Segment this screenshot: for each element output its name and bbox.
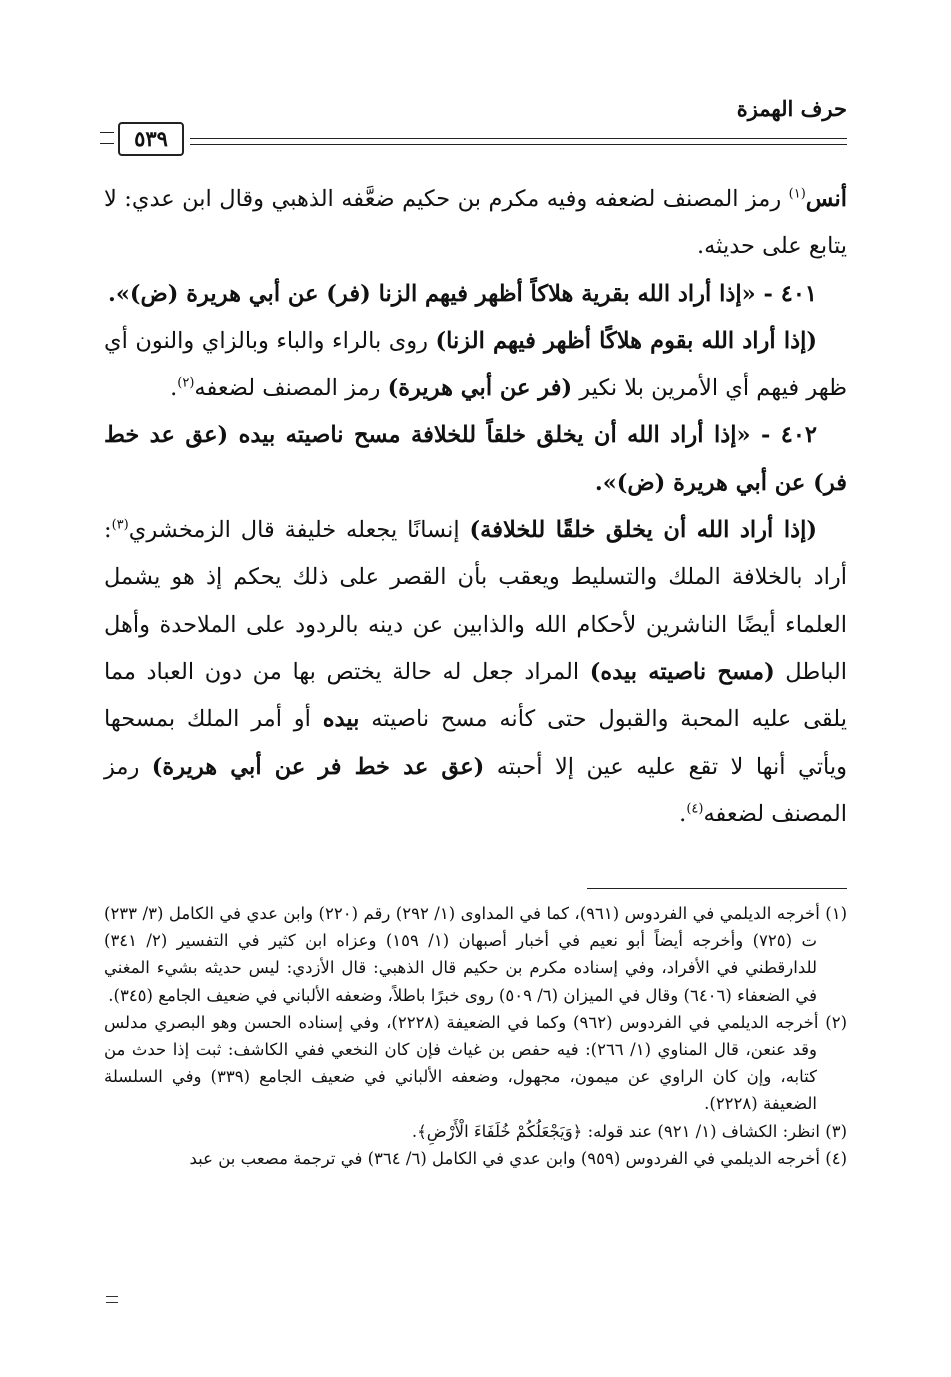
header-rule-double: [190, 144, 847, 145]
footnote-separator: [587, 888, 847, 889]
quoted-matn: (مسح ناصيته بيده): [589, 658, 775, 685]
commentary-402: [104, 507, 847, 838]
footnote-ref-3: (٣): [111, 517, 129, 533]
page-number: ٥٣٩: [118, 122, 184, 156]
emphasis-word: بيده: [322, 706, 360, 733]
footnote-4: (٤) أخرجه الديلمي في الفردوس (٩٥٩) وابن عدي في الكامل (٦/ ٣٦٤) في ترجمة مصعب بن عبد: [189, 1148, 847, 1168]
commentary-401: [104, 318, 847, 413]
sentence-end: .: [679, 800, 687, 827]
quoted-matn: (إذا أراد الله أن يخلق خلقًا للخلافة): [469, 517, 818, 544]
header-rule: [190, 138, 847, 139]
commentary-text: إنسانًا يجعله خليفة قال الزمخشري: [128, 517, 470, 544]
footnote-1: (١) أخرجه الديلمي في الفردوس (٩٦١)، كما في المداوى (١/ ٢٩٢) رقم (٢٢٠) وابن عدي في الكامل (٣/ ٢٣٣) ت (٧٢٥) وأخرجه أيضاً أبو نعيم في أخبار أصبهان (١/ ١٥٩) وعزاه ابن كثير في التفسير (٢/ ٣٤١) للدارقطني في الأفراد، وفي إسناده مكرم بن حكيم قال الذهبي: قال الأزدي: ليس حديثه بشيء المغني في الضعفاء (٦٤٠٦) وقال في الميزان (٦/ ٥٠٩) روى خبرًا باطلاً، وضعفه الألباني في ضعيف الجامع (٣٤٥).: [104, 904, 848, 1005]
paragraph-text: رمز المصنف لضعفه وفيه مكرم بن حكيم ضعَّفه الذهبي وقال ابن عدي: لا يتابع على حديثه.: [104, 186, 847, 260]
commentary-text: المراد جعل له حالة يختص بها من دون العباد مما يلقى عليه المحبة والقبول حتى كأنه مسح ناصيته: [104, 658, 847, 733]
commentary-text: أو أمر الملك بمسحها ويأتي أنها لا تقع عليه عين إلا أحبته: [104, 706, 848, 780]
paragraph-1: [104, 176, 847, 271]
running-header-title: حرف الهمزة: [736, 96, 847, 121]
commentary-text: روى بالراء والباء وبالزاي والنون أي ظهر فيهم أي الأمرين بلا نكير: [104, 327, 847, 402]
hadith-402: ٤٠٢ - «إذا أراد الله أن يخلق خلقاً للخلافة مسح ناصيته بيده (عق عد خط فر) عن أبي هريرة (ض)».: [104, 422, 847, 496]
paragraph-lead: أنس: [805, 186, 847, 212]
commentary-text: : أراد بالخلافة الملك والتسليط ويعقب بأن القصر على ذلك يحكم إذ هو يشمل العلماء أيضًا الناشرين لأحكام الله والذابين عن دينه بالردود على الملاحدة وأهل الباطل: [104, 517, 848, 685]
hadith-401: ٤٠١ - «إذا أراد الله بقرية هلاكاً أظهر فيهم الزنا (فر) عن أبي هريرة (ض)».: [108, 280, 817, 307]
commentary-text: رمز المصنف لضعفه: [104, 753, 847, 827]
quoted-matn: (إذا أراد الله بقوم هلاكًا أظهر فيهم الزنا): [435, 327, 818, 354]
source-citation: (فر عن أبي هريرة): [387, 375, 573, 402]
footnote-2: (٢) أخرجه الديلمي في الفردوس (٩٦٢) وكما في الضعيفة (٢٢٢٨)، وفي إسناده الحسن وهو البصري مدلس وقد عنعن، قال المناوي (١/ ٢٦٦): فيه حفص بن غياث فإن كان النخعي ففي الكاشف: ثبت إذا حدث من كتابه، وإن كان الراوي عن ميمون، مجهول، وضعفه الألباني في ضعيف الجامع (٣٣٩) وفي السلسلة الضعيفة (٢٢٢٨).: [104, 1012, 848, 1114]
continuation-mark: [106, 1296, 118, 1303]
footnote-ref-1: (١): [788, 186, 806, 202]
source-citation: (عق عد خط فر عن أبي هريرة): [151, 753, 485, 780]
footnotes-section: [104, 900, 847, 1172]
main-text: [104, 176, 847, 838]
footnote-3: (٣) انظر: الكشاف (١/ ٩٢١) عند قوله: ﴿وَيَجْعَلُكُمْ خُلَفَاءَ الْأَرْضِ﴾.: [411, 1121, 847, 1141]
page-number-ornament: [100, 132, 114, 144]
sentence-end: .: [170, 375, 178, 402]
footnote-ref-4: (٤): [686, 801, 704, 817]
footnote-ref-2: (٢): [177, 375, 195, 391]
commentary-text: رمز المصنف لضعفه: [194, 375, 388, 402]
